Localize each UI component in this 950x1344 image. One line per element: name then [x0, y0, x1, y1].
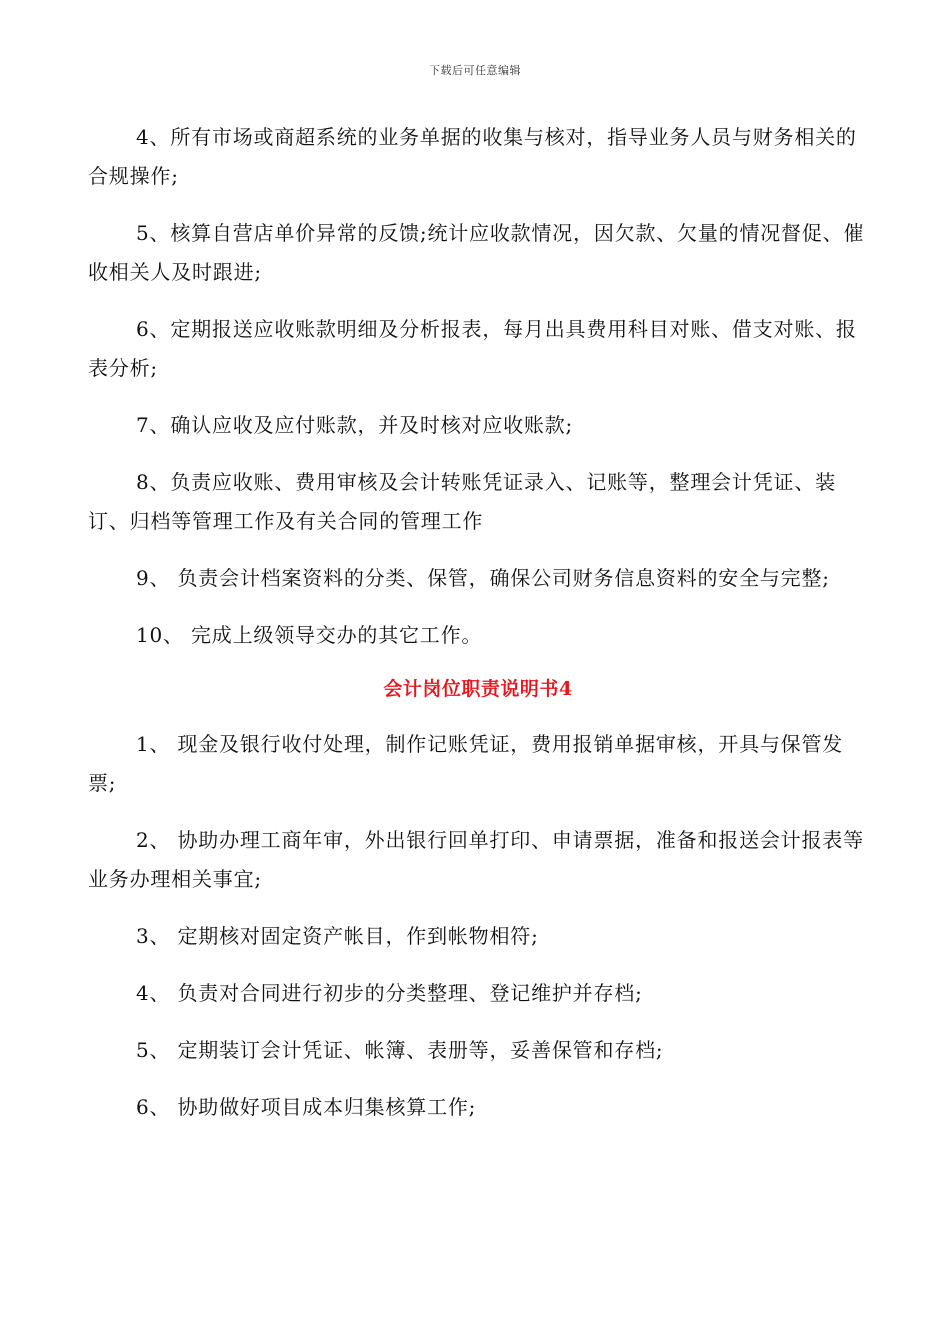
- list-item: 9、 负责会计档案资料的分类、保管，确保公司财务信息资料的安全与完整;: [136, 566, 830, 590]
- list-item: 7、确认应收及应付账款，并及时核对应收账款;: [136, 413, 574, 437]
- list-item: 6、 协助做好项目成本归集核算工作;: [136, 1095, 477, 1119]
- list-item: 1、 现金及银行收付处理，制作记账凭证，费用报销单据审核，开具与保管发票;: [88, 732, 844, 795]
- list-item: 5、核算自营店单价异常的反馈;统计应收款情况，因欠款、欠量的情况督促、催收相关人及时跟进;: [88, 221, 865, 284]
- list-item: 10、 完成上级领导交办的其它工作。: [136, 623, 483, 647]
- list-item: 8、负责应收账、费用审核及会计转账凭证录入、记账等，整理会计凭证、装订、归档等管理工作及有关合同的管理工作: [88, 470, 836, 533]
- list-item: 3、 定期核对固定资产帐目，作到帐物相符;: [136, 924, 539, 948]
- list-item: 6、定期报送应收账款明细及分析报表，每月出具费用科目对账、借支对账、报表分析;: [88, 317, 857, 380]
- page-header-note: 下载后可任意编辑: [429, 64, 521, 77]
- list-item: 2、 协助办理工商年审，外出银行回单打印、申请票据，准备和报送会计报表等业务办理相关事宜;: [88, 828, 864, 891]
- list-item: 4、 负责对合同进行初步的分类整理、登记维护并存档;: [136, 981, 643, 1005]
- list-item: 5、 定期装订会计凭证、帐簿、表册等，妥善保管和存档;: [136, 1038, 664, 1062]
- document-body: [88, 118, 868, 1145]
- list-item: 4、所有市场或商超系统的业务单据的收集与核对，指导业务人员与财务相关的合规操作;: [88, 125, 857, 188]
- section-title: 会计岗位职责说明书4: [383, 678, 573, 700]
